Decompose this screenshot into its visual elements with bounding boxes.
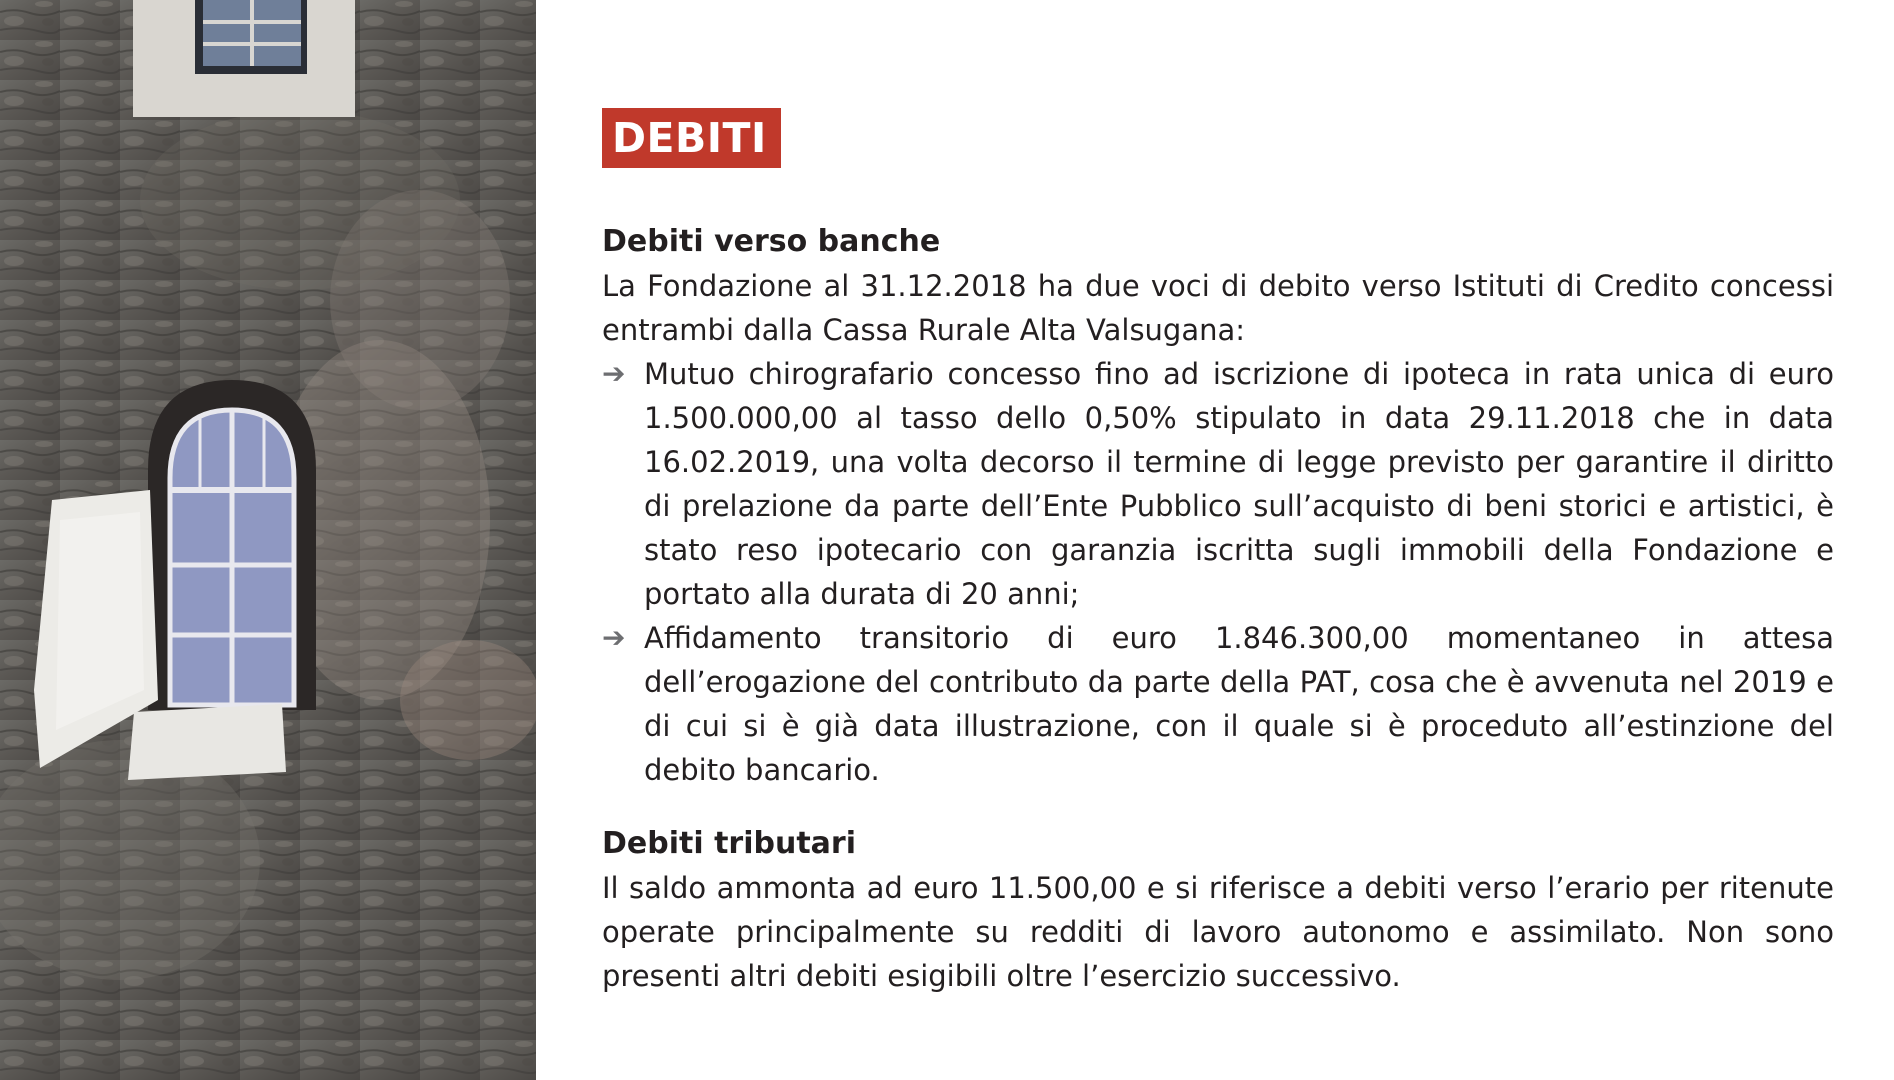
arrow-right-icon: ➔ xyxy=(602,357,626,390)
section-tag: DEBITI xyxy=(602,108,781,168)
tax-paragraph: Il saldo ammonta ad euro 11.500,00 e si riferisce a debiti verso l’erario per ritenute operate principalmente su redditi di lavoro autonomo e assimilato. Non sono presenti altri debiti esigibili oltre l’esercizio successivo. xyxy=(602,871,1834,993)
banks-section-title: Debiti verso banche xyxy=(602,224,941,259)
list-item xyxy=(602,352,1834,616)
banks-intro-paragraph: La Fondazione al 31.12.2018 ha due voci di debito verso Istituti di Credito concessi entrambi dalla Cassa Rurale Alta Valsugana: xyxy=(602,269,1834,347)
list-item xyxy=(602,616,1834,792)
tax-section-title: Debiti tributari xyxy=(602,826,856,861)
banks-items-list xyxy=(602,352,1834,792)
list-item-text: Mutuo chirografario concesso fino ad iscrizione di ipoteca in rata unica di euro 1.500.000,00 al tasso dello 0,50% stipulato in data 29.11.2018 che in data 16.02.2019, una volta decorso il termine di legge previsto per garantire il diritto di prelazione da parte dell’Ente Pubblico sull’acquisto di beni storici e artistici, è stato reso ipotecario con garanzia iscritta sugli immobili della Fondazione e portato alla durata di 20 anni; xyxy=(644,357,1834,611)
stone-wall-window-photo xyxy=(0,0,536,1080)
arrow-right-icon: ➔ xyxy=(602,621,626,654)
list-item-text: Affidamento transitorio di euro 1.846.300,00 momentaneo in attesa dell’erogazione del contributo da parte della PAT, cosa che è avvenuta nel 2019 e di cui si è già data illustrazione, con il quale si è proceduto all’estinzione del debito bancario. xyxy=(644,621,1834,787)
debts-content xyxy=(602,108,1834,998)
